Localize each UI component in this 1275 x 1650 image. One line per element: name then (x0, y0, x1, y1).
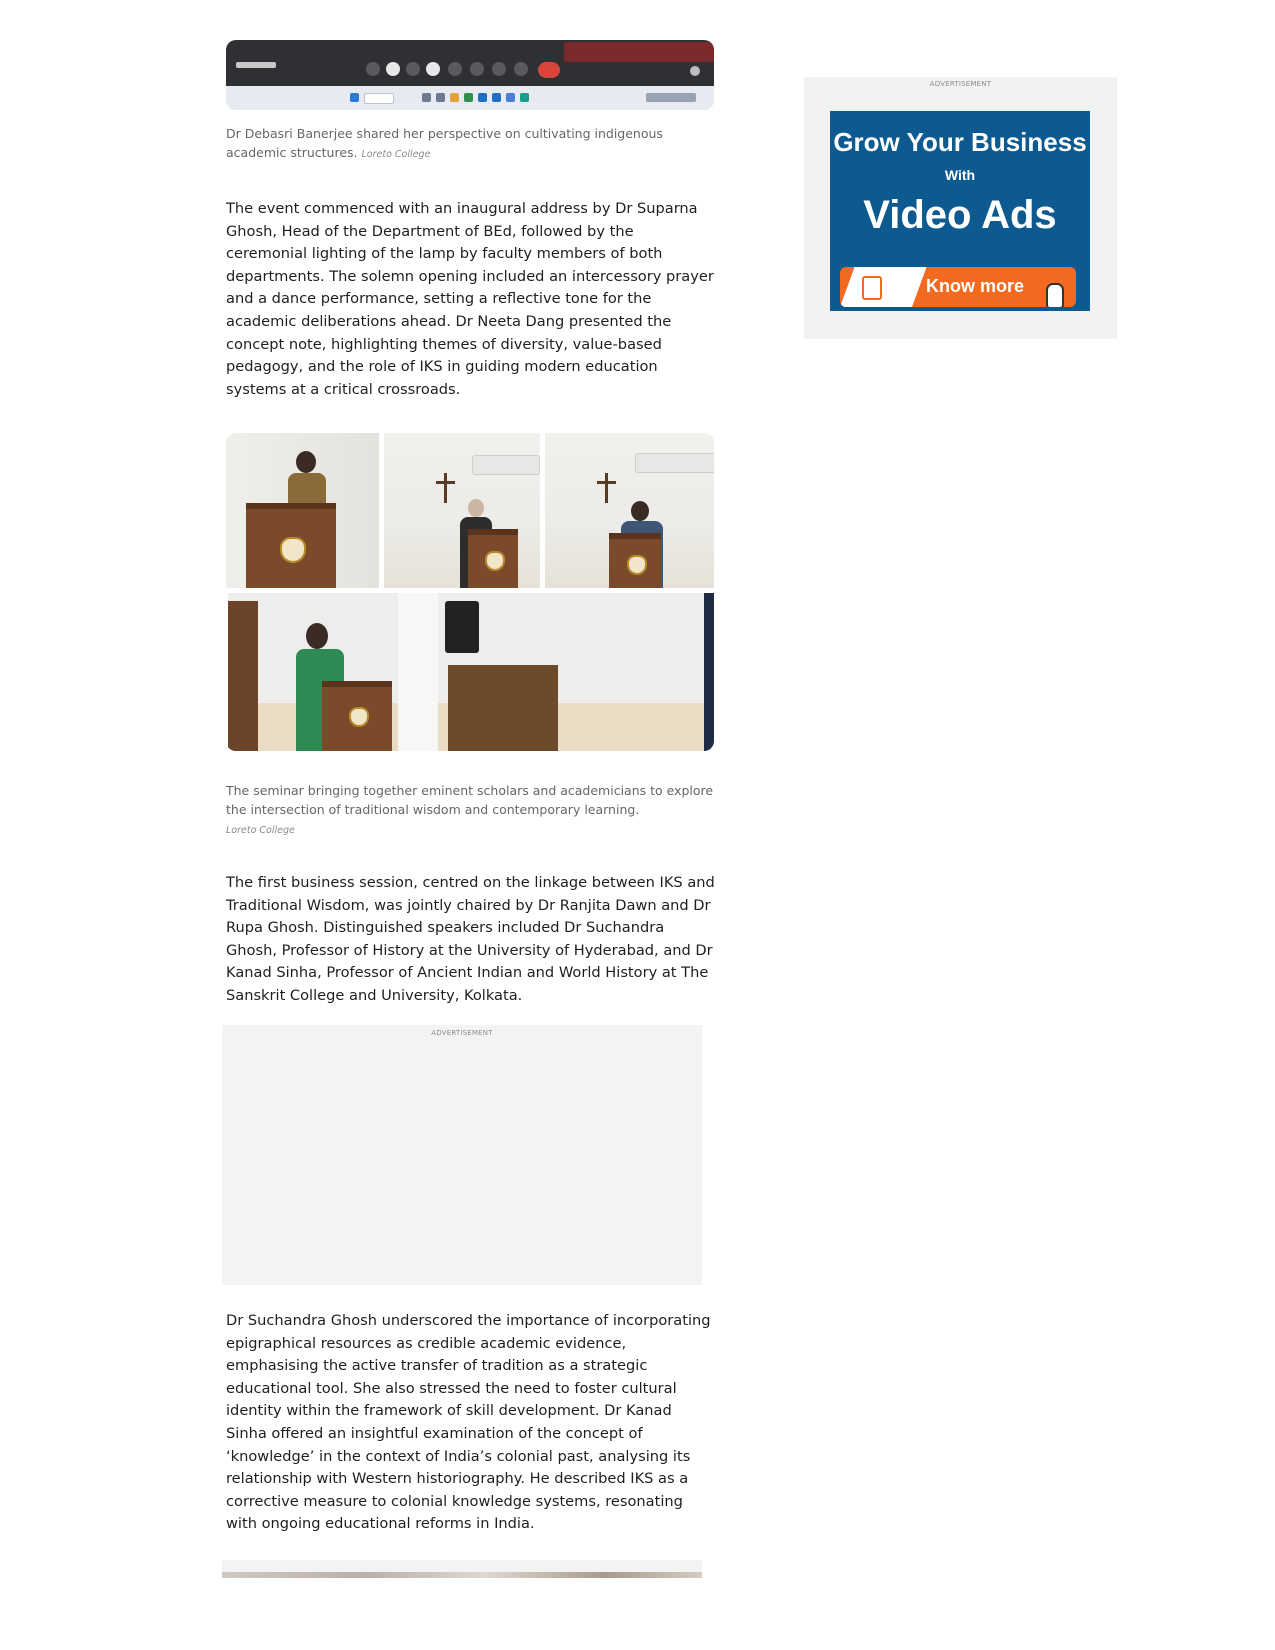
participant-tile (564, 42, 714, 62)
next-article-image (222, 1560, 702, 1578)
ad-label: ADVERTISEMENT (431, 1029, 493, 1037)
speaker-photo (226, 433, 379, 588)
taskbar-app-icon (506, 93, 515, 102)
end-call-icon (538, 62, 560, 78)
captions-icon (448, 62, 462, 76)
folder-icon (450, 93, 459, 102)
system-tray (646, 93, 696, 102)
emoji-icon (470, 62, 484, 76)
taskbar-app-icon (492, 93, 501, 102)
photo-credit: Loreto College (361, 149, 431, 160)
mic-icon (366, 62, 380, 76)
share-icon (426, 62, 440, 76)
video-call-toolbar (226, 40, 714, 86)
speaker-photo (545, 433, 714, 588)
browser-icon (478, 93, 487, 102)
ad-creative[interactable] (830, 111, 1090, 311)
article-paragraph: Dr Suchandra Ghosh underscored the importance of incorporating epigraphical resources as credible academic evidence, emphasising the active transfer of tradition as a strategic educational tool. She also stressed the need to foster cultural identity within the framework of skill development. Dr Kanad Sinha offered an insightful examination of the concept of ‘knowledge’ in the context of India’s colonial past, analysing its relationship with Western historiography. He described IKS as a corrective measure to colonial knowledge systems, resonating with ongoing educational reforms in India. (226, 1312, 711, 1533)
ad-product: Video Ads (863, 193, 1057, 237)
article-paragraph: The event commenced with an inaugural address by Dr Suparna Ghosh, Head of the Department of BEd, followed by the ceremonial lighting of the lamp by faculty members of both departments. The solemn opening included an intercessory prayer and a dance performance, setting a reflective tone for the academic deliberations ahead. Dr Neeta Dang presented the concept note, highlighting themes of diversity, value-based pedagogy, and the role of IKS in guiding modern education systems at a critical crossroads. (226, 200, 714, 398)
search-icon (364, 93, 394, 104)
meeting-label (236, 62, 276, 68)
ad-subheadline: With (944, 167, 976, 183)
camera-icon (406, 62, 420, 76)
taskbar-app-icon (520, 93, 529, 102)
taskbar-app-icon (436, 93, 445, 102)
photo-collage (226, 433, 714, 751)
taskbar-app-icon (464, 93, 473, 102)
photo-credit: Loreto College (226, 825, 295, 836)
article-paragraph: The first business session, centred on the linkage between IKS and Traditional Wisdom, was jointly chaired by Dr Ranjita Dawn and Dr Rupa Ghosh. Distinguished speakers included Dr Suchandra Ghosh, Professor of History at the University of Hyderabad, and Dr Kanad Sinha, Professor of Ancient Indian and World History at The Sanskrit College and University, Kolkata. (226, 874, 715, 1004)
more-options-icon (514, 62, 528, 76)
caption-text: The seminar bringing together eminent scholars and academicians to explore the intersection of traditional wisdom and contemporary learning. (226, 783, 714, 817)
windows-start-icon (350, 93, 359, 102)
present-icon (492, 62, 506, 76)
caption-text: Dr Debasri Banerjee shared her perspective on cultivating indigenous academic structures. (226, 126, 663, 160)
image-caption (226, 781, 716, 840)
know-more-label: Know more (926, 276, 1025, 296)
pointer-hand-icon (1046, 283, 1064, 307)
taskbar-app-icon (422, 93, 431, 102)
speaker-photo (384, 433, 540, 588)
sidebar-advertisement (804, 77, 1117, 339)
info-icon (690, 66, 700, 76)
os-taskbar (226, 86, 714, 110)
ad-headline: Grow Your Business (833, 127, 1087, 157)
image-caption (226, 124, 716, 164)
know-more-button[interactable] (840, 267, 1076, 307)
inline-advertisement[interactable] (222, 1025, 702, 1285)
ad-label: ADVERTISEMENT (929, 80, 992, 88)
speaker-photo (228, 593, 714, 751)
document-search-icon (862, 276, 882, 300)
hand-icon (386, 62, 400, 76)
video-call-image (226, 40, 714, 110)
